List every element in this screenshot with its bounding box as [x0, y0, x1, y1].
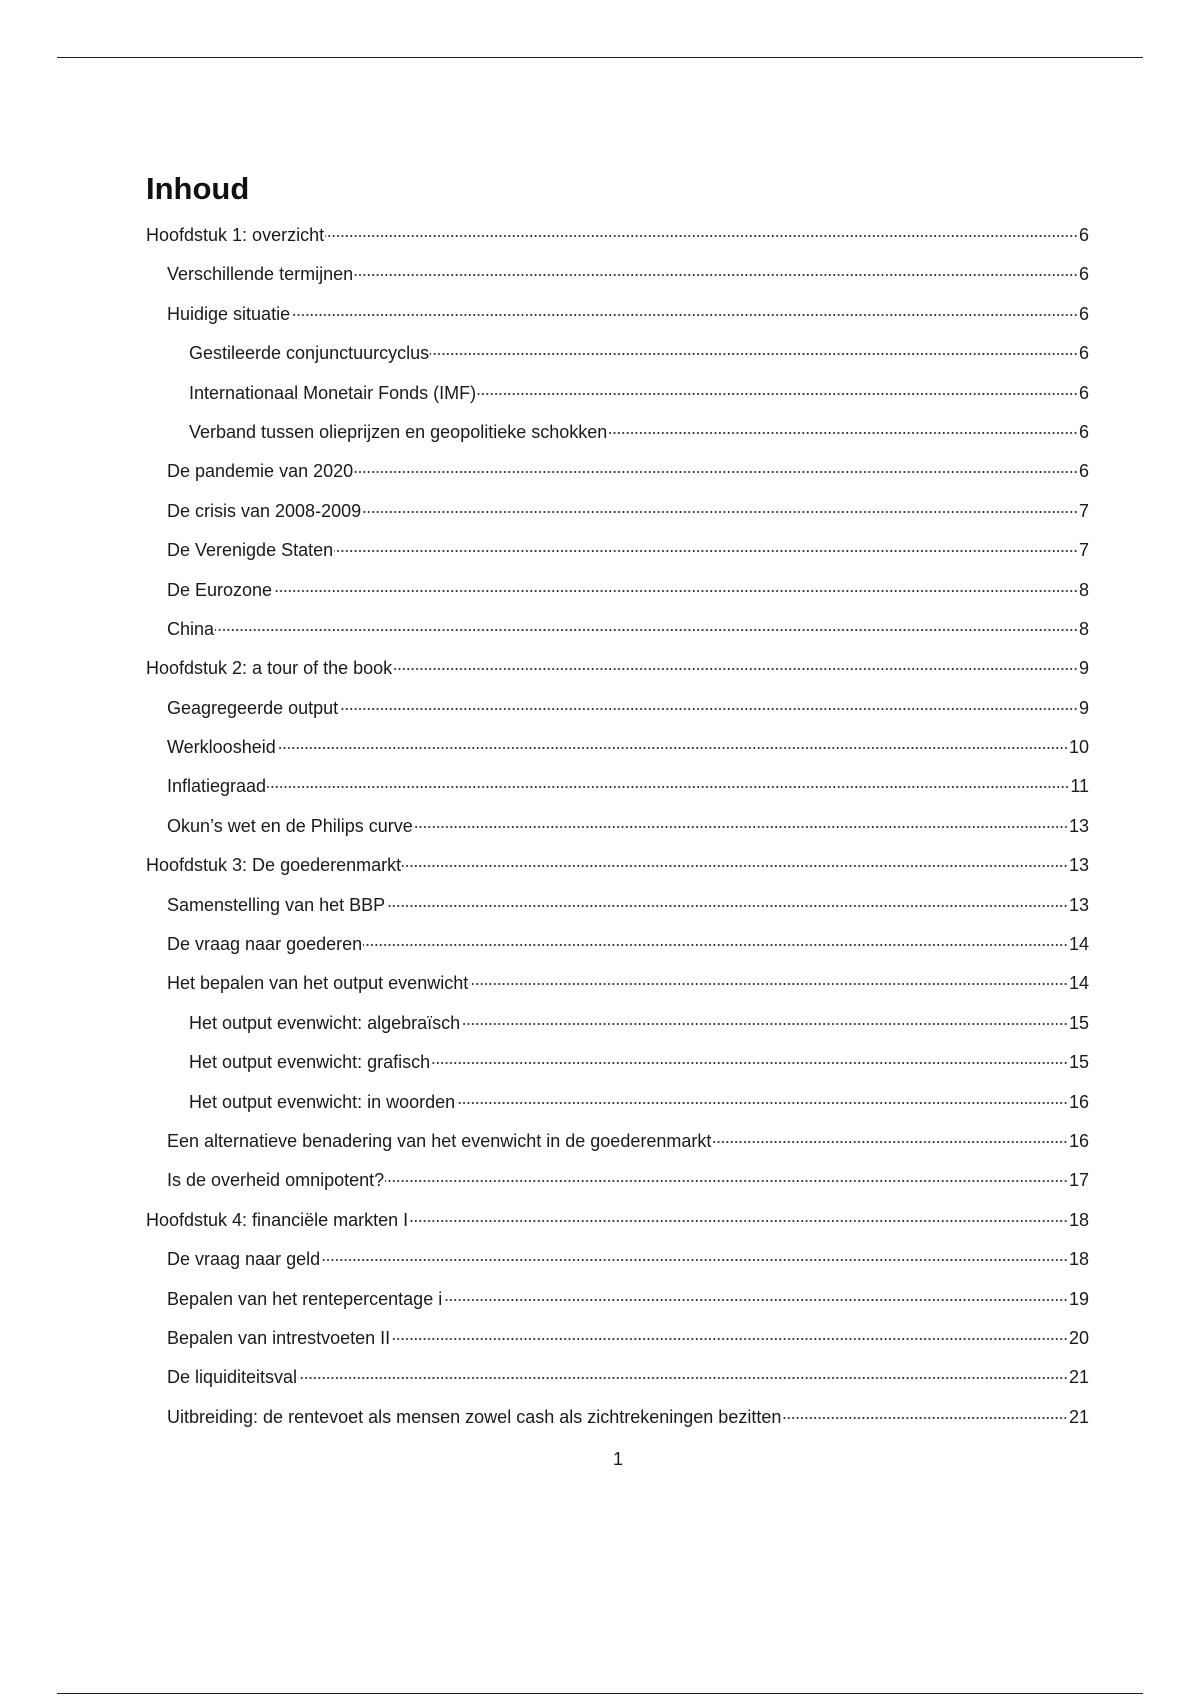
toc-dot-leader — [354, 274, 1078, 276]
toc-entry[interactable] — [146, 689, 1089, 728]
toc-entry-page: 9 — [1078, 658, 1089, 679]
toc-dot-leader — [414, 826, 1068, 828]
toc-dot-leader — [431, 1062, 1068, 1064]
toc-entry-page: 6 — [1078, 264, 1089, 285]
toc-entry[interactable] — [146, 1358, 1089, 1397]
toc-entry-text: Internationaal Monetair Fonds (IMF) — [189, 382, 477, 403]
toc-entry-text: Het output evenwicht: grafisch — [189, 1052, 431, 1073]
toc-dot-leader — [215, 629, 1078, 631]
toc-dot-leader — [391, 1338, 1068, 1340]
toc-entry-text: Is de overheid omnipotent? — [167, 1170, 385, 1191]
toc-entry-text: De Eurozone — [167, 579, 273, 600]
toc-dot-leader — [402, 865, 1068, 867]
toc-entry[interactable] — [146, 374, 1089, 413]
toc-dot-leader — [469, 983, 1068, 985]
toc-entry-text: Het bepalen van het output evenwicht — [167, 973, 469, 994]
toc-entry-text: De liquiditeitsval — [167, 1367, 298, 1388]
toc-entry-page: 17 — [1068, 1170, 1089, 1191]
toc-entry-text: Verband tussen olieprijzen en geopolitieke schokken — [189, 421, 608, 442]
toc-entry[interactable] — [146, 452, 1089, 491]
toc-entry[interactable] — [146, 649, 1089, 688]
toc-dot-leader — [386, 905, 1068, 907]
toc-entry[interactable] — [146, 610, 1089, 649]
toc-entry-text: Gestileerde conjunctuurcyclus — [189, 343, 430, 364]
toc-entry-page: 6 — [1078, 382, 1089, 403]
toc-entry-text: Bepalen van het rentepercentage i — [167, 1288, 443, 1309]
toc-dot-leader — [363, 944, 1068, 946]
toc-entry[interactable] — [146, 216, 1089, 255]
toc-entry[interactable] — [146, 1319, 1089, 1358]
toc-entry[interactable] — [146, 964, 1089, 1003]
toc-entry-text: Het output evenwicht: algebraïsch — [189, 1012, 461, 1033]
toc-entry-text: China — [167, 618, 215, 639]
toc-entry-text: Geagregeerde output — [167, 697, 339, 718]
toc-entry[interactable] — [146, 531, 1089, 570]
toc-entry[interactable] — [146, 1240, 1089, 1279]
toc-entry[interactable] — [146, 925, 1089, 964]
toc-entry-page: 19 — [1068, 1288, 1089, 1309]
table-of-contents — [146, 168, 1089, 1427]
toc-entry-page: 14 — [1068, 973, 1089, 994]
toc-dot-leader — [334, 550, 1078, 552]
toc-entry-text: Werkloosheid — [167, 737, 276, 758]
toc-dot-leader — [291, 314, 1078, 316]
toc-entry-text: Okun’s wet en de Philips curve — [167, 815, 413, 836]
toc-entry[interactable] — [146, 1280, 1089, 1319]
toc-entry-page: 13 — [1068, 815, 1089, 836]
footer-rule — [57, 1693, 1143, 1694]
toc-dot-leader — [325, 235, 1078, 237]
toc-dot-leader — [409, 1220, 1068, 1222]
toc-entry-page: 18 — [1068, 1209, 1089, 1230]
toc-dot-leader — [461, 1023, 1068, 1025]
toc-dot-leader — [712, 1141, 1068, 1143]
toc-entry[interactable] — [146, 1004, 1089, 1043]
toc-entry[interactable] — [146, 1201, 1089, 1240]
toc-dot-leader — [608, 432, 1078, 434]
toc-entry[interactable] — [146, 1398, 1089, 1437]
toc-dot-leader — [298, 1377, 1068, 1379]
toc-entry-text: Een alternatieve benadering van het evenwicht in de goederenmarkt — [167, 1130, 712, 1151]
toc-entry[interactable] — [146, 255, 1089, 294]
toc-entry-page: 18 — [1068, 1249, 1089, 1270]
toc-entry[interactable] — [146, 295, 1089, 334]
toc-entry-text: Het output evenwicht: in woorden — [189, 1091, 456, 1112]
toc-entry-page: 6 — [1078, 461, 1089, 482]
toc-entry[interactable] — [146, 886, 1089, 925]
toc-entry-text: Bepalen van intrestvoeten II — [167, 1327, 391, 1348]
toc-entry-page: 21 — [1068, 1367, 1089, 1388]
toc-entry-page: 15 — [1068, 1012, 1089, 1033]
toc-entry[interactable] — [146, 807, 1089, 846]
toc-entry[interactable] — [146, 1122, 1089, 1161]
toc-dot-leader — [443, 1299, 1068, 1301]
toc-entry-page: 11 — [1070, 776, 1089, 797]
toc-dot-leader — [362, 511, 1078, 513]
toc-title: Inhoud — [146, 171, 250, 206]
toc-dot-leader — [477, 393, 1078, 395]
toc-entry-text: Huidige situatie — [167, 303, 291, 324]
toc-entry-text: Verschillende termijnen — [167, 264, 354, 285]
toc-entry-page: 8 — [1078, 579, 1089, 600]
toc-dot-leader — [385, 1180, 1068, 1182]
toc-entry-text: De pandemie van 2020 — [167, 461, 354, 482]
toc-entry-page: 21 — [1068, 1406, 1089, 1427]
toc-entry-page: 6 — [1078, 421, 1089, 442]
toc-entry[interactable] — [146, 492, 1089, 531]
toc-entry-page: 20 — [1068, 1327, 1089, 1348]
toc-dot-leader — [273, 590, 1078, 592]
toc-entry-page: 14 — [1068, 934, 1089, 955]
toc-entry-text: De vraag naar geld — [167, 1249, 321, 1270]
toc-entry-text: Hoofdstuk 2: a tour of the book — [146, 658, 393, 679]
toc-dot-leader — [782, 1417, 1068, 1419]
toc-entry-page: 9 — [1078, 697, 1089, 718]
toc-entry-page: 8 — [1078, 618, 1089, 639]
toc-entry[interactable] — [146, 846, 1089, 885]
toc-entry-page: 6 — [1078, 225, 1089, 245]
toc-entry-text: Hoofdstuk 3: De goederenmarkt — [146, 855, 402, 876]
toc-dot-leader — [393, 668, 1078, 670]
toc-entry-page: 13 — [1068, 855, 1089, 876]
toc-entry-text: De Verenigde Staten — [167, 540, 334, 561]
toc-entry[interactable] — [146, 571, 1089, 610]
toc-entry-page: 16 — [1068, 1091, 1089, 1112]
toc-dot-leader — [430, 353, 1078, 355]
toc-entry-text: Hoofdstuk 4: financiële markten I — [146, 1209, 409, 1230]
toc-dot-leader — [277, 747, 1068, 749]
toc-entry-page: 7 — [1078, 500, 1089, 521]
toc-dot-leader — [354, 471, 1078, 473]
toc-entry-text: Uitbreiding: de rentevoet als mensen zowel cash als zichtrekeningen bezitten — [167, 1406, 782, 1427]
toc-entry-text: De vraag naar goederen — [167, 934, 363, 955]
toc-entry[interactable] — [146, 767, 1089, 806]
toc-entry[interactable] — [146, 1083, 1089, 1122]
toc-entry[interactable] — [146, 728, 1089, 767]
toc-entry-page: 13 — [1068, 894, 1089, 915]
page-number: 1 — [612, 1449, 623, 1469]
toc-dot-leader — [339, 708, 1078, 710]
toc-dot-leader — [456, 1102, 1068, 1104]
toc-entry-page: 6 — [1078, 343, 1089, 364]
toc-entry[interactable] — [146, 1161, 1089, 1200]
toc-entry-page: 7 — [1078, 540, 1089, 561]
toc-entry-text: De crisis van 2008-2009 — [167, 500, 362, 521]
header-rule — [57, 57, 1143, 58]
toc-entry[interactable] — [146, 334, 1089, 373]
toc-entry-page: 6 — [1078, 303, 1089, 324]
toc-entry-page: 16 — [1068, 1130, 1089, 1151]
toc-dot-leader — [321, 1259, 1068, 1261]
toc-list — [146, 216, 1089, 1437]
toc-entry-text: Hoofdstuk 1: overzicht — [146, 225, 325, 245]
toc-entry-text: Samenstelling van het BBP — [167, 894, 386, 915]
toc-entry[interactable] — [146, 1043, 1089, 1082]
toc-entry-page: 10 — [1068, 737, 1089, 758]
toc-entry-page: 15 — [1068, 1052, 1089, 1073]
toc-entry-text: Inflatiegraad — [167, 776, 267, 797]
toc-dot-leader — [267, 786, 1069, 788]
toc-entry[interactable] — [146, 413, 1089, 452]
